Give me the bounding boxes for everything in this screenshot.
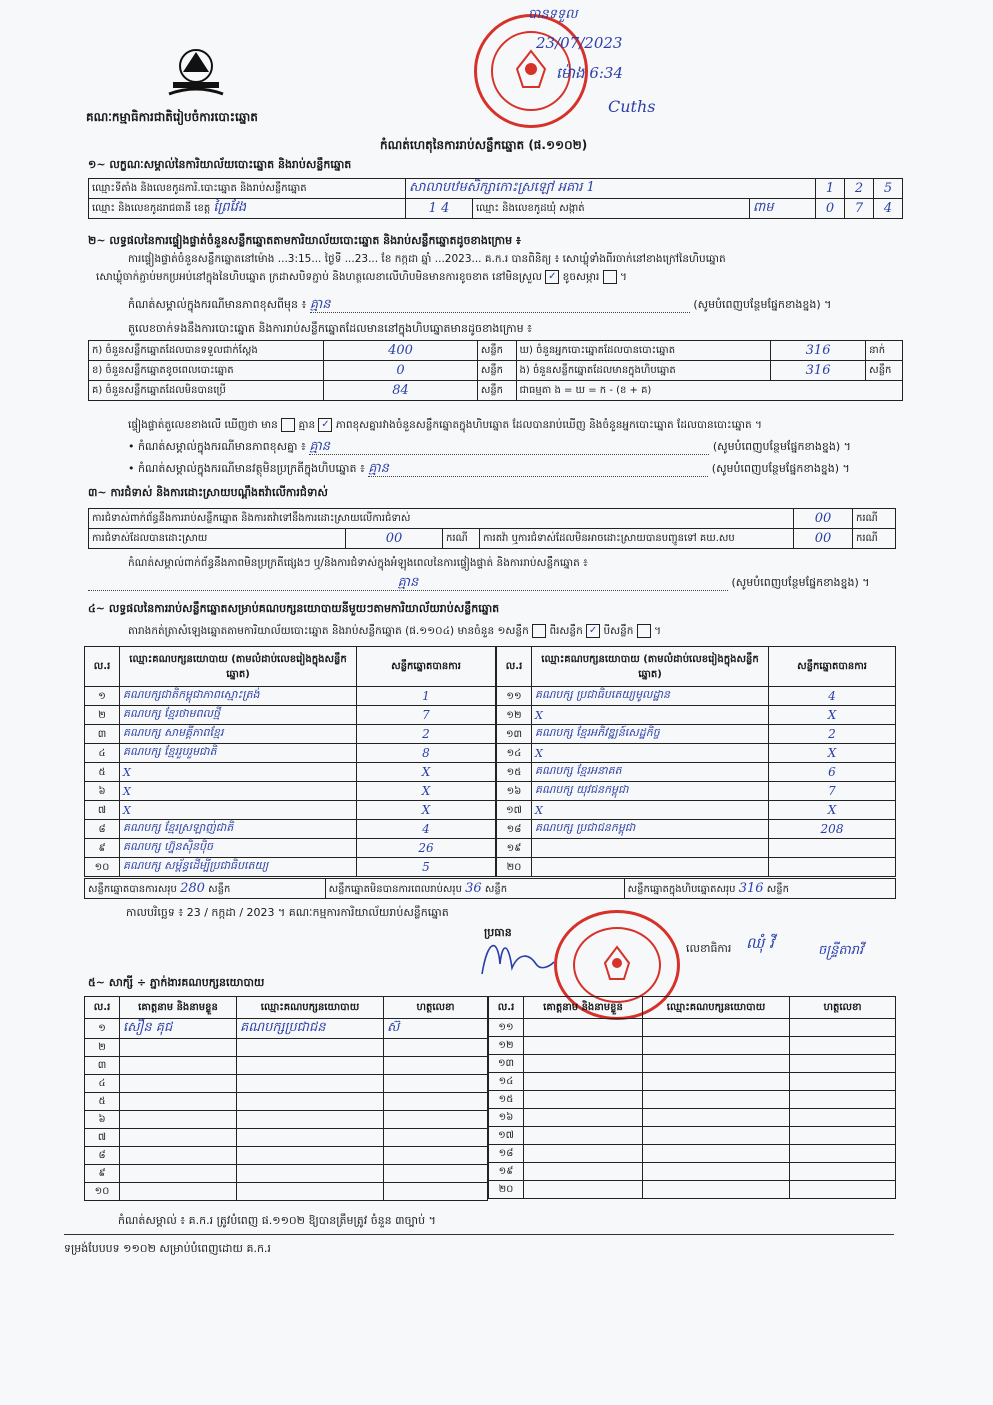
secretary-label: លេខាធិការ bbox=[686, 942, 732, 955]
vote-row bbox=[85, 820, 496, 839]
witness-row bbox=[489, 1181, 896, 1199]
witness-name bbox=[524, 1145, 643, 1163]
province-value: ព្រៃវែង bbox=[213, 200, 247, 215]
location-code-1: 1 bbox=[816, 179, 845, 199]
vote-row-party: X bbox=[120, 801, 357, 820]
witness-no: ៦ bbox=[85, 1111, 120, 1129]
form-title: កំណត់ហេតុនៃការរាប់សន្លឹកឆ្នោត (ផ.១១០២) bbox=[380, 138, 588, 152]
col-party: ឈ្មោះគណបក្សនយោបាយ (តាមលំដាប់លេខរៀងក្នុងសន្លឹកឆ្នោត) bbox=[532, 647, 769, 687]
witness-table-left bbox=[84, 996, 488, 1201]
figure-a-label: ក) ចំនួនសន្លឹកឆ្នោតដែលបានទទួលជាក់ស្តែង bbox=[89, 341, 324, 361]
vote-row-no: ២ bbox=[85, 706, 120, 725]
witness-row bbox=[85, 1075, 488, 1093]
objection-note-line: គ្មាន (សូមបំពេញបន្ថែមផ្នែកខាងខ្នង) ។ bbox=[88, 576, 870, 591]
witness-name bbox=[524, 1091, 643, 1109]
witness-signature bbox=[384, 1039, 488, 1057]
section2-title: ២~ លទ្ធផលនៃការផ្ទៀងផ្ទាត់ចំនួនសន្លឹកឆ្នោតតាមការិយាល័យបោះឆ្នោត និងរាប់សន្លឹកឆ្នោតដូចខាងក្រោម ៖ bbox=[88, 234, 521, 247]
vote-row-party: គណបក្ស ប្រជាធិបតេយ្យមូលដ្ឋាន bbox=[532, 687, 769, 706]
totals-table bbox=[84, 878, 896, 899]
vote-row-votes: X bbox=[357, 763, 496, 782]
witness-row bbox=[489, 1127, 896, 1145]
commune-label: ឈ្មោះ និងលេខកូដឃុំ សង្កាត់ bbox=[473, 199, 750, 219]
verification-line-2: សោឃ្លុំចាក់ភ្ជាប់មកប្រអប់នៅក្នុងនៃហិបឆ្នោត ក្រដាសបិទភ្ជាប់ និងហត្ថលេខាលើហិបមិនមានការខូចខាត នៅមិនស្រួល ✓ ខូចសម្ភារ ។ bbox=[96, 271, 627, 283]
witness-name bbox=[120, 1147, 237, 1165]
secretary-name: ចន្ទ្រីតារាវី bbox=[818, 943, 864, 958]
witness-row bbox=[489, 1091, 896, 1109]
figure-a-value: 400 bbox=[324, 341, 478, 361]
bullet-irregular: • កំណត់សម្គាល់ក្នុងករណីមានវត្ថុមិនប្រក្រតីក្នុងហិបឆ្នោត ៖ គ្មាន (សូមបំពេញបន្ថែមផ្នែកខាងខ្នង) ។ bbox=[128, 461, 850, 476]
witness-no: ១៤ bbox=[489, 1073, 524, 1091]
witness-no: ៨ bbox=[85, 1147, 120, 1165]
checkbox-none[interactable]: ✓ bbox=[318, 418, 332, 432]
objections-table bbox=[88, 508, 896, 549]
vote-row-votes: 8 bbox=[357, 744, 496, 763]
figure-b-value: 0 bbox=[324, 361, 478, 381]
vote-row bbox=[497, 763, 896, 782]
vote-row-party bbox=[532, 858, 769, 877]
witness-party bbox=[643, 1109, 790, 1127]
received-time: ម៉ោង 6:34 bbox=[556, 64, 624, 82]
location-value: សាលាបឋមសិក្សាកោះស្រឡៅ អគារ 1 bbox=[406, 179, 816, 199]
witness-no: ១៦ bbox=[489, 1109, 524, 1127]
witness-party bbox=[643, 1037, 790, 1055]
figure-d-value: 316 bbox=[770, 341, 865, 361]
vote-row-party: គណបក្ស សម្ព័ន្ធដើម្បីប្រជាធិបតេយ្យ bbox=[120, 858, 357, 877]
votes-table-left bbox=[84, 646, 496, 877]
vote-row-no: ១៧ bbox=[497, 801, 532, 820]
witness-signature bbox=[384, 1075, 488, 1093]
witness-party bbox=[643, 1181, 790, 1199]
vote-row bbox=[85, 858, 496, 877]
witness-signature bbox=[790, 1145, 896, 1163]
witness-no: ១៣ bbox=[489, 1055, 524, 1073]
col-votes: សន្លឹកឆ្នោតបានការ bbox=[357, 647, 496, 687]
figure-a-unit: សន្លឹក bbox=[477, 341, 516, 361]
vote-row bbox=[85, 687, 496, 706]
witness-name bbox=[120, 1075, 237, 1093]
vote-row-votes: 7 bbox=[769, 782, 896, 801]
witness-name: សឿន គុជ bbox=[120, 1019, 237, 1039]
vote-row-party: គណបក្ស ខ្មែររួបរួមជាតិ bbox=[120, 744, 357, 763]
commune-code-2: 7 bbox=[845, 199, 874, 219]
checkbox-2-sheets[interactable]: ✓ bbox=[586, 624, 600, 638]
vote-row-no: ១១ bbox=[497, 687, 532, 706]
witness-signature bbox=[790, 1073, 896, 1091]
witness-row bbox=[489, 1055, 896, 1073]
witness-signature bbox=[790, 1019, 896, 1037]
vote-row bbox=[85, 782, 496, 801]
nec-logo-icon bbox=[165, 46, 227, 100]
vote-row-party: X bbox=[532, 706, 769, 725]
form-footer: ទម្រង់បែបបទ ១១០២ សម្រាប់បំពេញដោយ គ.ក.រ bbox=[64, 1242, 271, 1255]
vote-row bbox=[497, 706, 896, 725]
witness-signature bbox=[790, 1037, 896, 1055]
objection-note-value: គ្មាន bbox=[397, 575, 419, 590]
vote-row bbox=[85, 744, 496, 763]
org-name: គណៈកម្មាធិការជាតិរៀបចំការបោះឆ្នោត bbox=[86, 110, 258, 124]
col-no: ល.រ bbox=[85, 647, 120, 687]
emblem-icon bbox=[599, 943, 635, 983]
witness-no: ១០ bbox=[85, 1183, 120, 1201]
vote-row-votes: X bbox=[357, 782, 496, 801]
bullet-difference-value: គ្មាន bbox=[309, 439, 330, 454]
vote-row-no: ៣ bbox=[85, 725, 120, 744]
witness-name bbox=[524, 1037, 643, 1055]
witness-signature bbox=[790, 1055, 896, 1073]
vote-row bbox=[497, 820, 896, 839]
vote-row-party: គណបក្ស ខ្មែរថាមពលថ្មី bbox=[120, 706, 357, 725]
witness-row bbox=[489, 1037, 896, 1055]
figures-intro: តួលេខចាក់ទងនឹងការបោះឆ្នោត និងការរាប់សន្លឹកឆ្នោតដែលមាននៅក្នុងហិបឆ្នោតមានដូចខាងក្រោម ៖ bbox=[128, 322, 532, 335]
vote-row-votes bbox=[769, 858, 896, 877]
witness-name bbox=[120, 1165, 237, 1183]
received-signature: Cuths bbox=[608, 97, 656, 116]
objection-resolved-unit: ករណី bbox=[443, 529, 480, 549]
witness-no: ២០ bbox=[489, 1181, 524, 1199]
witness-party bbox=[237, 1057, 384, 1075]
col-party: ឈ្មោះគណបក្សនយោបាយ (តាមលំដាប់លេខរៀងក្នុងសន្លឹកឆ្នោត) bbox=[120, 647, 357, 687]
witness-party bbox=[643, 1019, 790, 1037]
witness-row bbox=[85, 1057, 488, 1075]
vote-row bbox=[497, 782, 896, 801]
vote-row-no: ១ bbox=[85, 687, 120, 706]
vote-row-party: គណបក្ស យុវជនកម្ពុជា bbox=[532, 782, 769, 801]
objection-resolved-label: ការជំទាស់ដែលបានដោះស្រាយ bbox=[89, 529, 346, 549]
witness-row bbox=[85, 1039, 488, 1057]
objection-note: កំណត់សម្គាល់ពាក់ព័ន្ធនឹងភាពមិនប្រក្រតីផ្សេងៗ ឬ/និងការជំទាស់ក្នុងអំឡុងពេលនៃការផ្ទៀងផ្ទាត់ និងការរាប់សន្លឹកឆ្នោត ៖ bbox=[128, 557, 588, 569]
vote-row-no: ៨ bbox=[85, 820, 120, 839]
col-name: គោត្តនាម និងនាមខ្លួន bbox=[120, 997, 237, 1019]
section4-title: ៤~ លទ្ធផលនៃការរាប់សន្លឹកឆ្នោតសម្រាប់គណបក្សនយោបាយនីមួយៗតាមការិយាល័យរាប់សន្លឹកឆ្នោត bbox=[88, 602, 500, 615]
emblem-icon bbox=[511, 47, 551, 91]
vote-row-votes: 1 bbox=[357, 687, 496, 706]
total-invalid: សន្លឹកឆ្នោតមិនបានការពេលរាប់សរុប 36 សន្លឹក bbox=[325, 879, 624, 899]
location-code-2: 2 bbox=[845, 179, 874, 199]
witness-name bbox=[120, 1039, 237, 1057]
vote-row bbox=[497, 744, 896, 763]
province-label: ឈ្មោះ និងលេខកូដរាជធានី ខេត្ត ព្រៃវែង bbox=[89, 199, 406, 219]
objection-forwarded-value: 00 bbox=[794, 529, 853, 549]
commune-value: ពាម bbox=[749, 199, 815, 219]
identification-table bbox=[88, 178, 903, 219]
vote-row-votes: X bbox=[357, 801, 496, 820]
witness-party bbox=[237, 1129, 384, 1147]
figure-c-label: គ) ចំនួនសន្លឹកឆ្នោតដែលមិនបានប្រើ bbox=[89, 381, 324, 401]
col-no: ល.រ bbox=[497, 647, 532, 687]
total-box-value: 316 bbox=[738, 880, 764, 896]
witness-signature: ស៊ bbox=[384, 1019, 488, 1039]
commune-code-3: 4 bbox=[874, 199, 903, 219]
objection-row-1-value: 00 bbox=[794, 509, 853, 529]
vote-row bbox=[497, 725, 896, 744]
vote-row bbox=[85, 801, 496, 820]
figure-d-unit: នាក់ bbox=[866, 341, 903, 361]
secretary-signature: ឈុំ វី bbox=[746, 934, 774, 952]
vote-row bbox=[497, 858, 896, 877]
figure-c-value: 84 bbox=[324, 381, 478, 401]
vote-row-no: ២០ bbox=[497, 858, 532, 877]
checkbox-3-sheets[interactable] bbox=[637, 624, 651, 638]
footer-divider bbox=[64, 1234, 894, 1235]
section1-title: ១~ លក្ខណៈសម្គាល់នៃការិយាល័យបោះឆ្នោត និងរាប់សន្លឹកឆ្នោត bbox=[88, 158, 352, 171]
vote-row-votes: X bbox=[769, 706, 896, 725]
vote-row-votes: 4 bbox=[357, 820, 496, 839]
witness-signature bbox=[384, 1147, 488, 1165]
witness-party bbox=[643, 1145, 790, 1163]
vote-row-party: គណបក្សជាតិកម្ពុជាភាពស្មោះត្រង់ bbox=[120, 687, 357, 706]
witness-signature bbox=[790, 1163, 896, 1181]
vote-row-party: គណបក្ស ប្រជាជនកម្ពុជា bbox=[532, 820, 769, 839]
vote-row-votes bbox=[769, 839, 896, 858]
figures-table bbox=[88, 340, 903, 401]
vote-row-party: គណបក្ស ហ្វ៊ុនស៊ិនប៉ិច bbox=[120, 839, 357, 858]
vote-row bbox=[85, 839, 496, 858]
bullet-difference: • កំណត់សម្គាល់ក្នុងករណីមានភាពខុសគ្នា ៖ គ្មាន (សូមបំពេញបន្ថែមផ្នែកខាងខ្នង) ។ bbox=[128, 439, 851, 454]
objection-row-1-unit: ករណី bbox=[853, 509, 896, 529]
col-votes: សន្លឹកឆ្នោតបានការ bbox=[769, 647, 896, 687]
vote-row bbox=[85, 763, 496, 782]
witness-signature bbox=[790, 1127, 896, 1145]
vote-row-party: គណបក្ស ខ្មែរអនាគត bbox=[532, 763, 769, 782]
vote-row-party: X bbox=[532, 744, 769, 763]
vote-row-no: ១៦ bbox=[497, 782, 532, 801]
witness-signature bbox=[790, 1181, 896, 1199]
witness-no: ១៩ bbox=[489, 1163, 524, 1181]
checkbox-damaged[interactable] bbox=[603, 270, 617, 284]
section5-title: ៥~ សាក្សី ÷ ភ្នាក់ងារគណបក្សនយោបាយ bbox=[88, 976, 265, 989]
witness-row bbox=[85, 1129, 488, 1147]
witness-no: ១៥ bbox=[489, 1091, 524, 1109]
total-invalid-value: 36 bbox=[465, 880, 482, 896]
figure-e-value: 316 bbox=[770, 361, 865, 381]
witness-row bbox=[85, 1093, 488, 1111]
vote-row-party: គណបក្ស ខ្មែរស្រឡាញ់ជាតិ bbox=[120, 820, 357, 839]
witness-name bbox=[524, 1181, 643, 1199]
vote-row-no: ៥ bbox=[85, 763, 120, 782]
witness-name bbox=[524, 1127, 643, 1145]
province-code: 1 4 bbox=[406, 199, 473, 219]
vote-row-no: ៦ bbox=[85, 782, 120, 801]
figure-d-label: ឃ) ចំនួនអ្នកបោះឆ្នោតដែលបានបោះឆ្នោត bbox=[516, 341, 770, 361]
witness-row bbox=[85, 1147, 488, 1165]
discrepancy-check: ផ្ទៀងផ្ទាត់តួលេខខាងលើ ឃើញថា មាន គ្មាន ✓ ភាពខុសគ្នារវាងចំនួនសន្លឹកឆ្នោតក្នុងហិបឆ្នោត ដែលបានរាប់ឃើញ និងចំនួនអ្នកបោះឆ្នោត ដែលបានបោះឆ្នោត ។ bbox=[128, 419, 762, 431]
total-valid: សន្លឹកឆ្នោតបានការសរុប 280 សន្លឹក bbox=[85, 879, 326, 899]
witness-row bbox=[85, 1111, 488, 1129]
witness-signature bbox=[384, 1093, 488, 1111]
vote-row bbox=[85, 725, 496, 744]
vote-row-no: ៩ bbox=[85, 839, 120, 858]
witness-name bbox=[120, 1057, 237, 1075]
witness-signature bbox=[790, 1109, 896, 1127]
vote-row-votes: X bbox=[769, 744, 896, 763]
commune-code-1: 0 bbox=[816, 199, 845, 219]
total-valid-value: 280 bbox=[180, 880, 205, 896]
witness-row bbox=[489, 1163, 896, 1181]
witness-party bbox=[237, 1183, 384, 1201]
vote-row-votes: X bbox=[769, 801, 896, 820]
witness-signature bbox=[384, 1129, 488, 1147]
witness-party: គណបក្សប្រជាជន bbox=[237, 1019, 384, 1039]
witness-no: ៧ bbox=[85, 1129, 120, 1147]
witness-party bbox=[237, 1075, 384, 1093]
vote-row-votes: 4 bbox=[769, 687, 896, 706]
witness-no: ៥ bbox=[85, 1093, 120, 1111]
witness-name bbox=[524, 1109, 643, 1127]
witness-no: ៣ bbox=[85, 1057, 120, 1075]
difference-note: កំណត់សម្គាល់ក្នុងករណីមានភាពខុសពីមុន ៖ គ្មាន (សូមបំពេញបន្ថែមផ្នែកខាងខ្នង) ។ bbox=[128, 297, 832, 312]
vote-row-votes: 6 bbox=[769, 763, 896, 782]
total-box: សន្លឹកឆ្នោតក្នុងហិបឆ្នោតសរុប 316 សន្លឹក bbox=[624, 879, 895, 899]
witness-name bbox=[524, 1073, 643, 1091]
vote-row-party: X bbox=[120, 782, 357, 801]
witness-no: ១៧ bbox=[489, 1127, 524, 1145]
vote-row bbox=[497, 839, 896, 858]
vote-row-no: ១៨ bbox=[497, 820, 532, 839]
witness-signature bbox=[384, 1057, 488, 1075]
checkbox-ok[interactable]: ✓ bbox=[545, 270, 559, 284]
witness-no: ១៨ bbox=[489, 1145, 524, 1163]
date-line: កាលបរិច្ឆេទ ៖ 23 / កក្កដា / 2023 ។ គណៈកម្មការការិយាល័យរាប់សន្លឹកឆ្នោត bbox=[126, 906, 449, 919]
location-code-3: 5 bbox=[874, 179, 903, 199]
vote-row-votes: 208 bbox=[769, 820, 896, 839]
witness-row bbox=[85, 1183, 488, 1201]
witness-row bbox=[85, 1165, 488, 1183]
witness-row bbox=[489, 1019, 896, 1037]
witness-name bbox=[524, 1055, 643, 1073]
verification-line: ការផ្ទៀងផ្ទាត់ចំនួនសន្លឹកឆ្នោតនៅម៉ោង ...3:15... ថ្ងៃទី ...23... ខែ កក្កដា ឆ្នាំ ...2023... គ.ក.រ បានពិនិត្យ ៖ សោឃ្លុំទាំងពីរចាក់នៅខាងក្រៅនៃហិបឆ្នោត bbox=[128, 253, 726, 265]
vote-row bbox=[497, 687, 896, 706]
witness-no: ២ bbox=[85, 1039, 120, 1057]
witness-row bbox=[489, 1073, 896, 1091]
witness-party bbox=[643, 1127, 790, 1145]
witness-name bbox=[120, 1111, 237, 1129]
votes-table-right bbox=[496, 646, 896, 877]
formula: ជាធម្មតា ង = ឃ = ក - (ខ + គ) bbox=[516, 381, 902, 401]
objection-forwarded-label: ការតវ៉ា ឬការជំទាស់ដែលមិនអាចដោះស្រាយបានបញ្ជូនទៅ គឃ.សប bbox=[480, 529, 794, 549]
vote-row-party: X bbox=[532, 801, 769, 820]
vote-row-party: X bbox=[120, 763, 357, 782]
chair-label: ប្រធាន bbox=[484, 926, 512, 939]
figure-e-unit: សន្លឹក bbox=[866, 361, 903, 381]
difference-note-value: គ្មាន bbox=[309, 297, 331, 312]
witness-signature bbox=[790, 1091, 896, 1109]
section3-title: ៣~ ការជំទាស់ និងការដោះស្រាយបណ្តឹងតវ៉ាលើការជំទាស់ bbox=[88, 486, 328, 499]
witness-party bbox=[237, 1165, 384, 1183]
witness-party bbox=[643, 1055, 790, 1073]
vote-row-party bbox=[532, 839, 769, 858]
vote-row-no: ៤ bbox=[85, 744, 120, 763]
col-no: ល.រ bbox=[489, 997, 524, 1019]
received-date: 23/07/2023 bbox=[536, 34, 623, 52]
figure-c-unit: សន្លឹក bbox=[477, 381, 516, 401]
vote-row-no: ១៥ bbox=[497, 763, 532, 782]
witness-signature bbox=[384, 1165, 488, 1183]
bullet-irregular-value: គ្មាន bbox=[368, 461, 389, 476]
vote-row-no: ១២ bbox=[497, 706, 532, 725]
figure-b-unit: សន្លឹក bbox=[477, 361, 516, 381]
vote-row-party: គណបក្ស ខ្មែរអភិវឌ្ឍន៍សេដ្ឋកិច្ច bbox=[532, 725, 769, 744]
vote-row-no: ១០ bbox=[85, 858, 120, 877]
witness-signature bbox=[384, 1183, 488, 1201]
witness-no: ១ bbox=[85, 1019, 120, 1039]
chair-signature-icon bbox=[478, 934, 558, 984]
witness-row bbox=[489, 1145, 896, 1163]
vote-row-votes: 2 bbox=[357, 725, 496, 744]
vote-row-no: ១៣ bbox=[497, 725, 532, 744]
witness-party bbox=[237, 1039, 384, 1057]
witness-row bbox=[85, 1019, 488, 1039]
witness-no: ១២ bbox=[489, 1037, 524, 1055]
witness-name bbox=[120, 1183, 237, 1201]
figure-b-label: ខ) ចំនួនសន្លឹកឆ្នោតខូចពេលបោះឆ្នោត bbox=[89, 361, 324, 381]
vote-row-votes: 2 bbox=[769, 725, 896, 744]
witness-name bbox=[120, 1129, 237, 1147]
vote-row-no: ៧ bbox=[85, 801, 120, 820]
witness-name bbox=[524, 1019, 643, 1037]
objection-forwarded-unit: ករណី bbox=[853, 529, 896, 549]
vote-row-votes: 5 bbox=[357, 858, 496, 877]
col-party: ឈ្មោះគណបក្សនយោបាយ bbox=[237, 997, 384, 1019]
vote-row bbox=[85, 706, 496, 725]
vote-row-party: គណបក្ស សាមគ្គីភាពខ្មែរ bbox=[120, 725, 357, 744]
witness-party bbox=[643, 1163, 790, 1181]
vote-row bbox=[497, 801, 896, 820]
witness-party bbox=[237, 1147, 384, 1165]
vote-row-no: ១៩ bbox=[497, 839, 532, 858]
witness-no: ៤ bbox=[85, 1075, 120, 1093]
witness-name bbox=[524, 1163, 643, 1181]
tally-sheets: តារាងកត់ត្រាសំឡេងឆ្នោតតាមការិយាល័យបោះឆ្នោត និងរាប់សន្លឹកឆ្នោត (ផ.១១០៤) មានចំនួន ១សន្លឹក ពីរសន្លឹក ✓ បីសន្លឹក ។ bbox=[128, 625, 662, 637]
vote-row-votes: 26 bbox=[357, 839, 496, 858]
col-no: ល.រ bbox=[85, 997, 120, 1019]
col-signature: ហត្ថលេខា bbox=[384, 997, 488, 1019]
witness-no: ៩ bbox=[85, 1165, 120, 1183]
vote-row-votes: 7 bbox=[357, 706, 496, 725]
col-party: ឈ្មោះគណបក្សនយោបាយ bbox=[643, 997, 790, 1019]
checkbox-1-sheet[interactable] bbox=[532, 624, 546, 638]
objection-row-1-label: ការជំទាស់ពាក់ព័ន្ធនឹងការរាប់សន្លឹកឆ្នោត និងការតវ៉ាទៅនឹងការដោះស្រាយលើការជំទាស់ bbox=[89, 509, 794, 529]
objection-resolved-value: 00 bbox=[346, 529, 443, 549]
witness-party bbox=[643, 1073, 790, 1091]
witness-name bbox=[120, 1093, 237, 1111]
col-signature: ហត្ថលេខា bbox=[790, 997, 896, 1019]
witness-row bbox=[489, 1109, 896, 1127]
footnote: កំណត់សម្គាល់ ៖ គ.ក.រ ត្រូវបំពេញ ផ.១១០២ ឱ្យបានត្រឹមត្រូវ ចំនួន ៣ច្បាប់ ។ bbox=[118, 1214, 436, 1227]
figure-e-label: ង) ចំនួនសន្លឹកឆ្នោតដែលមានក្នុងហិបឆ្នោត bbox=[516, 361, 770, 381]
location-label: ឈ្មោះទីតាំង និងលេខកូដការិ.បោះឆ្នោត និងរាប់សន្លឹកឆ្នោត bbox=[89, 179, 406, 199]
checkbox-has[interactable] bbox=[281, 418, 295, 432]
witness-party bbox=[237, 1111, 384, 1129]
witness-signature bbox=[384, 1111, 488, 1129]
received-note: បានទទួល bbox=[528, 7, 578, 22]
witness-party bbox=[643, 1091, 790, 1109]
col-name: គោត្តនាម និងនាមខ្លួន bbox=[524, 997, 643, 1019]
witness-table-right bbox=[488, 996, 896, 1199]
witness-party bbox=[237, 1093, 384, 1111]
vote-row-no: ១៤ bbox=[497, 744, 532, 763]
witness-no: ១១ bbox=[489, 1019, 524, 1037]
